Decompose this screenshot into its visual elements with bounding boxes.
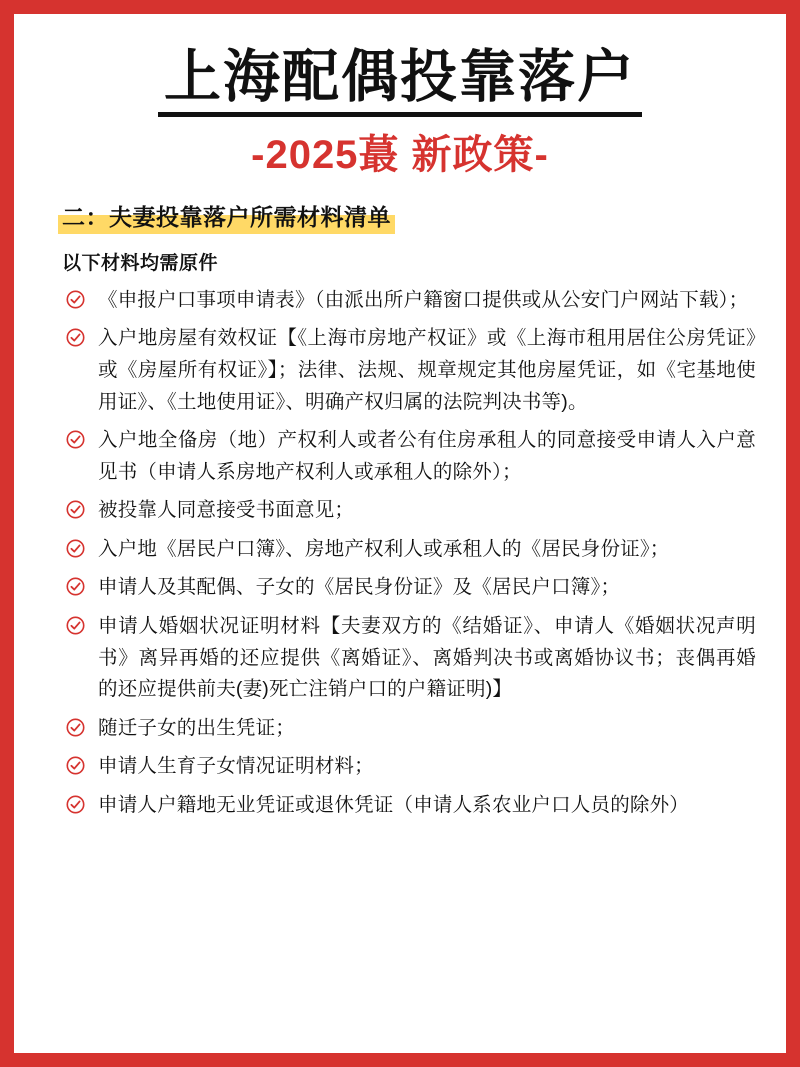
materials-list <box>40 285 760 822</box>
poster-content <box>14 14 786 1053</box>
list-item <box>66 285 756 317</box>
list-item-text: 入户地《居民户口簿》、房地产权利人或承租人的《居民身份证》； <box>98 537 670 560</box>
check-circle-icon <box>66 756 85 775</box>
list-item-text: 申请人生育子女情况证明材料； <box>98 755 374 778</box>
page-title: 上海配偶投靠落户 <box>158 48 642 117</box>
list-item-text: 申请人户籍地无业凭证或退休凭证（申请人系农业户口人员的除外） <box>98 793 690 816</box>
list-item-text: 申请人婚姻状况证明材料【夫妻双方的《结婚证》、申请人《婚姻状况声明书》离异再婚的还应提供《离婚证》、离婚判决书或离婚协议书；丧偶再婚的还应提供前夫(妻)死亡注销户口的户籍证明)】 <box>98 615 756 701</box>
list-item <box>66 323 756 418</box>
section-heading: 二：夫妻投靠落户所需材料清单 <box>58 199 395 234</box>
list-item <box>66 495 756 527</box>
list-item <box>66 751 756 783</box>
check-circle-icon <box>66 328 85 347</box>
list-item-text: 入户地房屋有效权证【《上海市房地产权证》或《上海市租用居住公房凭证》或《房屋所有权证》】；法律、法规、规章规定其他房屋凭证，如《宅基地使用证》、《土地使用证》、明确产权归属的法院判决书等)。 <box>98 327 756 413</box>
list-item-text: 被投靠人同意接受书面意见； <box>98 499 355 522</box>
title-block <box>40 32 760 177</box>
check-circle-icon <box>66 795 85 814</box>
check-circle-icon <box>66 290 85 309</box>
list-item-text: 申请人及其配偶、子女的《居民身份证》及《居民户口簿》； <box>98 576 621 599</box>
list-item <box>66 790 756 822</box>
list-item-text: 随迁子女的出生凭证； <box>98 716 296 739</box>
check-circle-icon <box>66 616 85 635</box>
check-circle-icon <box>66 539 85 558</box>
check-circle-icon <box>66 500 85 519</box>
check-circle-icon <box>66 718 85 737</box>
list-item-text: 入户地全俻房（地）产权利人或者公有住房承租人的同意接受申请人入户意见书（申请人系房地产权利人或承租人的除外）； <box>98 429 756 483</box>
check-circle-icon <box>66 430 85 449</box>
materials-note: 以下材料均需原件 <box>62 252 219 274</box>
list-item-text: 《申报户口事项申请表》（由派出所户籍窗口提供或从公安门户网站下载）； <box>98 288 749 311</box>
list-item <box>66 713 756 745</box>
list-item <box>66 611 756 706</box>
check-circle-icon <box>66 577 85 596</box>
list-item <box>66 572 756 604</box>
list-item <box>66 425 756 488</box>
section-heading-wrap <box>40 199 760 234</box>
page-subtitle: -2025蕞 新政策- <box>251 132 549 177</box>
list-item <box>66 534 756 566</box>
